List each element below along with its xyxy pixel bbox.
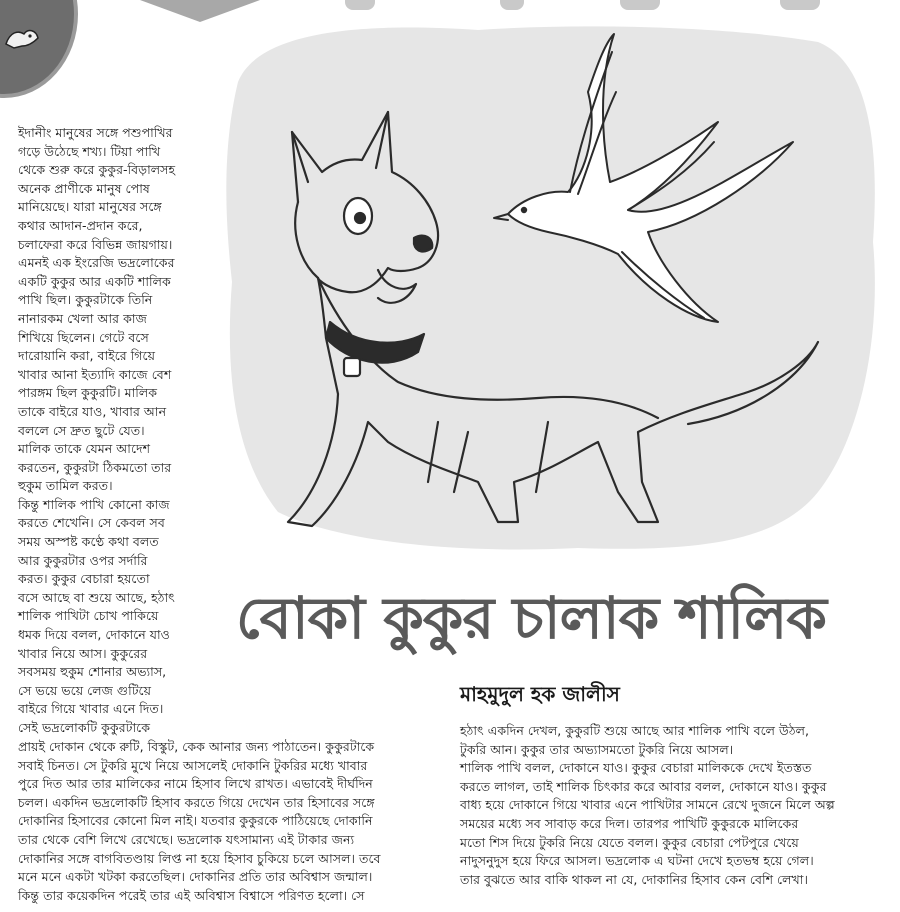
- article-left-column: ইদানীং মানুষের সঙ্গে পশুপাখির গড়ে উঠেছে শখ্য। টিয়া পাখি থেকে শুরু করে কুকুর-বিড়ালসহ অনেক প্রাণীকে মানুষ পোষ মানিয়েছে। যারা মানুষের সঙ্গে কথার আদান-প্রদান করে, চলাফেরা করে বিভিন্ন জায়গায়। এমনই এক ইংরেজি ভদ্রলোকের একটি কুকুর আর একটি শালিক পাখি ছিল। কুকুরটাকে তিনি নানারকম খেলা আর কাজ শিখিয়ে ছিলেন। গেটে বসে দারোয়ানি করা, বাইরে গিয়ে খাবার আনা ইত্যাদি কাজে বেশ পারঙ্গম ছিল কুকুরটি। মালিক তাকে বাইরে যাও, খাবার আন বললে সে দ্রুত ছুটে যেত। মালিক তাকে যেমন আদেশ করতেন, কুকুরটা ঠিকমতো তার হুকুম তামিল করত। কিন্তু শালিক পাখি কোনো কাজ করতে শেখেনি। সে কেবল সব সময় অস্পষ্ট কণ্ঠে কথা বলত আর কুকুরটার ওপর সর্দারি করত। কুকুর বেচারা হয়তো বসে আছে বা শুয়ে আছে, হঠাৎ শালিক পাখিটা চোখ পাকিয়ে ধমক দিয়ে বলল, দোকানে যাও খাবার নিয়ে আস। কুকুরের সবসময় হুকুম শোনার অভ্যাস, সে ভয়ে ভয়ে লেজ গুটিয়ে বাইরে গিয়ে খাবার এনে দিত। সেই ভদ্রলোকটি কুকুরটাকে: [18, 125, 176, 735]
- top-decor-mark: [345, 0, 375, 10]
- article-right-column: হঠাৎ একদিন দেখল, কুকুরটি শুয়ে আছে আর শালিক পাখি বলে উঠল, টুকরি আন। কুকুর তার অভ্যাসমতো টুকরি নিয়ে আসল। শালিক পাখি বলল, দোকানে যাও। কুকুর বেচারা মালিককে দেখে ইতস্তত করতে লাগল, তাই শালিক চিৎকার করে আবার বলল, দোকানে যাও। কুকুর বাধ্য হয়ে দোকানে গিয়ে খাবার এনে পাখিটার সামনে রেখে দুজনে মিলে অল্প সময়ের মধ্যে সব সাবাড় করে দিল। তারপর পাখিটি কুকুরকে মালিকের মতো শিস দিয়ে টুকরি নিয়ে যেতে বলল। কুকুর বেচারা পেটপুরে খেয়ে নাদুসনুদুস হয়ে ফিরে আসল। ভদ্রলোক এ ঘটনা দেখে হতভম্ব হয়ে গেল। তার বুঝতে আর বাকি থাকল না যে, দোকানির হিসাব কেন বেশি লেখা।: [460, 723, 835, 887]
- top-decor-mark: [620, 0, 660, 10]
- top-decor-triangle: [140, 0, 260, 22]
- creature-icon: [4, 24, 44, 54]
- top-decor-mark: [500, 0, 524, 10]
- article-author: মাহমুদুল হক জালীস: [460, 682, 620, 706]
- article-title: বোকা কুকুর চালাক শালিক: [236, 584, 826, 652]
- corner-badge: [0, 0, 78, 98]
- top-decor-mark: [780, 0, 820, 10]
- article-bottom-left-column: প্রায়ই দোকান থেকে রুটি, বিস্কুট, কেক আনার জন্য পাঠাতেন। কুকুরটাকে সবাই চিনত। সে টুকরি মুখে নিয়ে আসলেই দোকানি টুকরির মধ্যে খাবার পুরে দিত আর তার মালিকের নামে হিসাব লিখে রাখত। এভাবেই দীর্ঘদিন চলল। একদিন ভদ্রলোকটি হিসাব করতে গিয়ে দেখেন তার হিসাবের সঙ্গে দোকানির হিসাবের কোনো মিল নাই। যতবার কুকুরকে পাঠিয়েছে দোকানি তার থেকে বেশি লিখে রেখেছে। ভদ্রলোক যৎসামান্য এই টাকার জন্য দোকানির সঙ্গে বাগবিতণ্ডায় লিপ্ত না হয়ে হিসাব চুকিয়ে চলে আসল। তবে মনে মনে একটা খটকা করতেছিল। দোকানির প্রতি তার অবিশ্বাস জন্মাল। কিন্তু তার কয়েকদিন পরেই তার এই অবিশ্বাস বিশ্বাসে পরিণত হলো। সে: [18, 739, 381, 903]
- story-illustration: [218, 22, 882, 562]
